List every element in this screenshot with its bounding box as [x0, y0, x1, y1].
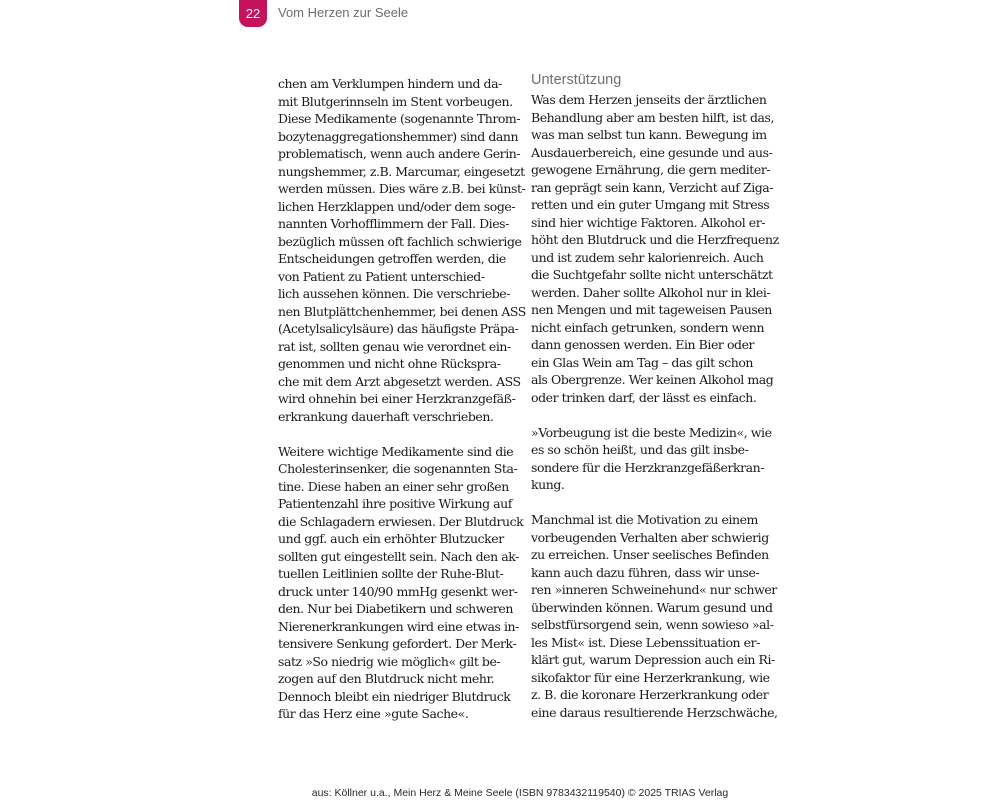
text-line: den. Nur bei Diabetikern und schweren: [278, 601, 513, 616]
paragraph: [278, 443, 524, 723]
text-line: und ist zudem sehr kalorienreich. Auch: [531, 249, 764, 265]
text-line: Manchmal ist die Motivation zu einem: [531, 512, 758, 527]
paragraph: [278, 75, 526, 425]
left-column: [278, 75, 526, 740]
section-heading: Unterstützung: [531, 72, 622, 88]
text-line: Cholesterinsenker, die sogenannten Sta-: [278, 461, 518, 476]
text-line: von Patient zu Patient unterschied-: [278, 268, 485, 284]
text-line: bozytenaggregationshemmer) sind dann: [278, 128, 519, 144]
text-line: genommen und nicht ohne Rückspra-: [278, 356, 501, 371]
text-line: die Schlagadern erwiesen. Der Blutdruck: [278, 513, 524, 529]
text-line: werden. Daher sollte Alkohol nur in klei-: [531, 284, 771, 300]
text-line: retten und ein guter Umgang mit Stress: [531, 197, 770, 212]
text-line: problematisch, wenn auch andere Gerin-: [278, 146, 521, 161]
text-line: ran geprägt sein kann, Verzicht auf Ziga-: [531, 179, 774, 195]
text-line: dann genossen werden. Ein Bier oder: [531, 337, 755, 352]
text-line: Behandlung aber am besten hilft, ist das,: [531, 109, 774, 125]
text-line: ein Glas Wein am Tag – das gilt schon: [531, 354, 754, 370]
text-line: als Obergrenze. Wer keinen Alkohol mag: [531, 372, 774, 387]
text-line: Weitere wichtige Medikamente sind die: [278, 443, 514, 459]
text-line: sind hier wichtige Faktoren. Alkohol er-: [531, 214, 766, 230]
text-line: nannten Vorhofflimmern der Fall. Dies-: [278, 216, 509, 231]
text-line: tensivere Senkung gefordert. Der Merk-: [278, 636, 517, 651]
text-line: z. B. die koronare Herzerkrankung oder: [531, 687, 769, 702]
text-line: »Vorbeugung ist die beste Medizin«, wie: [531, 424, 772, 440]
text-line: selbstfürsorgend sein, wenn sowieso »al-: [531, 617, 774, 632]
text-line: tuellen Leitlinien sollte der Ruhe-Blut-: [278, 566, 504, 581]
text-line: zu erreichen. Unser seelisches Befinden: [531, 547, 769, 562]
page-number-badge: 22: [239, 0, 267, 27]
text-line: sondere für die Herzkranzgefäßerkran-: [531, 459, 765, 475]
paragraph: [531, 91, 779, 406]
text-line: klärt gut, warum Depression auch ein Ri-: [531, 652, 775, 667]
text-line: Dennoch bleibt ein niedriger Blutdruck: [278, 688, 511, 704]
text-line: Was dem Herzen jenseits der ärztlichen: [531, 92, 767, 107]
text-line: lichen Herzklappen und/oder dem soge-: [278, 198, 516, 214]
text-line: kann auch dazu führen, dass wir unse-: [531, 564, 760, 580]
text-line: lich aussehen können. Die verschriebe-: [278, 286, 511, 301]
text-line: mit Blutgerinnseln im Stent vorbeugen.: [278, 93, 513, 109]
text-line: sollten gut eingestellt sein. Nach den ak-: [278, 548, 519, 564]
text-line: vorbeugenden Verhalten aber schwierig: [531, 529, 769, 545]
text-line: nen Mengen und mit tageweisen Pausen: [531, 302, 772, 317]
text-line: oder trinken darf, der lässt es einfach.: [531, 389, 757, 405]
paragraph: [531, 424, 771, 494]
text-line: wird ohnehin bei einer Herzkranzgefäß-: [278, 391, 516, 406]
text-line: (Acetylsalicylsäure) das häufigste Präpa-: [278, 321, 519, 336]
footer-citation-text: aus: Köllner u.a., Mein Herz & Meine Seele (ISBN 9783432119540) © 2025 TRIAS Verlag: [311, 787, 729, 799]
text-line: sikofaktor für eine Herzerkrankung, wie: [531, 669, 770, 685]
text-line: es so schön heißt, und das gilt insbe-: [531, 442, 749, 457]
running-head-title: Vom Herzen zur Seele: [278, 5, 409, 20]
text-line: und ggf. auch ein erhöhter Blutzucker: [278, 531, 504, 546]
text-line: kung.: [531, 477, 565, 492]
text-line: che mit dem Arzt abgesetzt werden. ASS: [278, 373, 521, 389]
text-line: rat ist, sollten genau wie verordnet ein-: [278, 338, 511, 354]
text-line: tine. Diese haben an einer sehr großen: [278, 478, 509, 494]
text-line: überwinden können. Warum gesund und: [531, 599, 773, 615]
text-line: erkrankung dauerhaft verschrieben.: [278, 408, 494, 424]
text-line: zogen auf den Blutdruck nicht mehr.: [278, 671, 495, 686]
text-line: Patientenzahl ihre positive Wirkung auf: [278, 496, 512, 511]
text-line: chen am Verklumpen hindern und da-: [278, 76, 502, 91]
text-line: Nierenerkrankungen wird eine etwas in-: [278, 618, 519, 634]
text-line: werden müssen. Dies wäre z.B. bei künst-: [278, 181, 526, 196]
text-line: was man selbst tun kann. Bewegung im: [531, 127, 767, 142]
right-column: [531, 70, 779, 739]
text-line: gewogene Ernährung, die gern mediter-: [531, 162, 771, 177]
text-line: les Mist« ist. Diese Lebenssituation er-: [531, 634, 760, 650]
text-line: Diese Medikamente (sogenannte Throm-: [278, 111, 521, 126]
text-line: Ausdauerbereich, eine gesunde und aus-: [531, 144, 773, 160]
text-line: nicht einfach getrunken, sondern wenn: [531, 319, 765, 335]
text-line: die Suchtgefahr sollte nicht unterschätzt: [531, 267, 773, 282]
text-line: druck unter 140/90 mmHg gesenkt wer-: [278, 583, 518, 599]
text-line: Entscheidungen getroffen werden, die: [278, 251, 506, 266]
text-line: satz »So niedrig wie möglich« gilt be-: [278, 653, 501, 669]
text-line: für das Herz eine »gute Sache«.: [278, 706, 469, 721]
text-line: ren »inneren Schweinehund« nur schwer: [531, 582, 777, 597]
text-line: eine daraus resultierende Herzschwäche,: [531, 704, 778, 720]
text-line: nungshemmer, z.B. Marcumar, eingesetzt: [278, 163, 525, 179]
paragraph: [531, 511, 778, 721]
text-line: nen Blutplättchenhemmer, bei denen ASS: [278, 303, 526, 319]
text-line: höht den Blutdruck und die Herzfrequenz: [531, 232, 779, 247]
footer-citation: [0, 787, 1000, 799]
text-line: bezüglich müssen oft fachlich schwierige: [278, 233, 522, 249]
